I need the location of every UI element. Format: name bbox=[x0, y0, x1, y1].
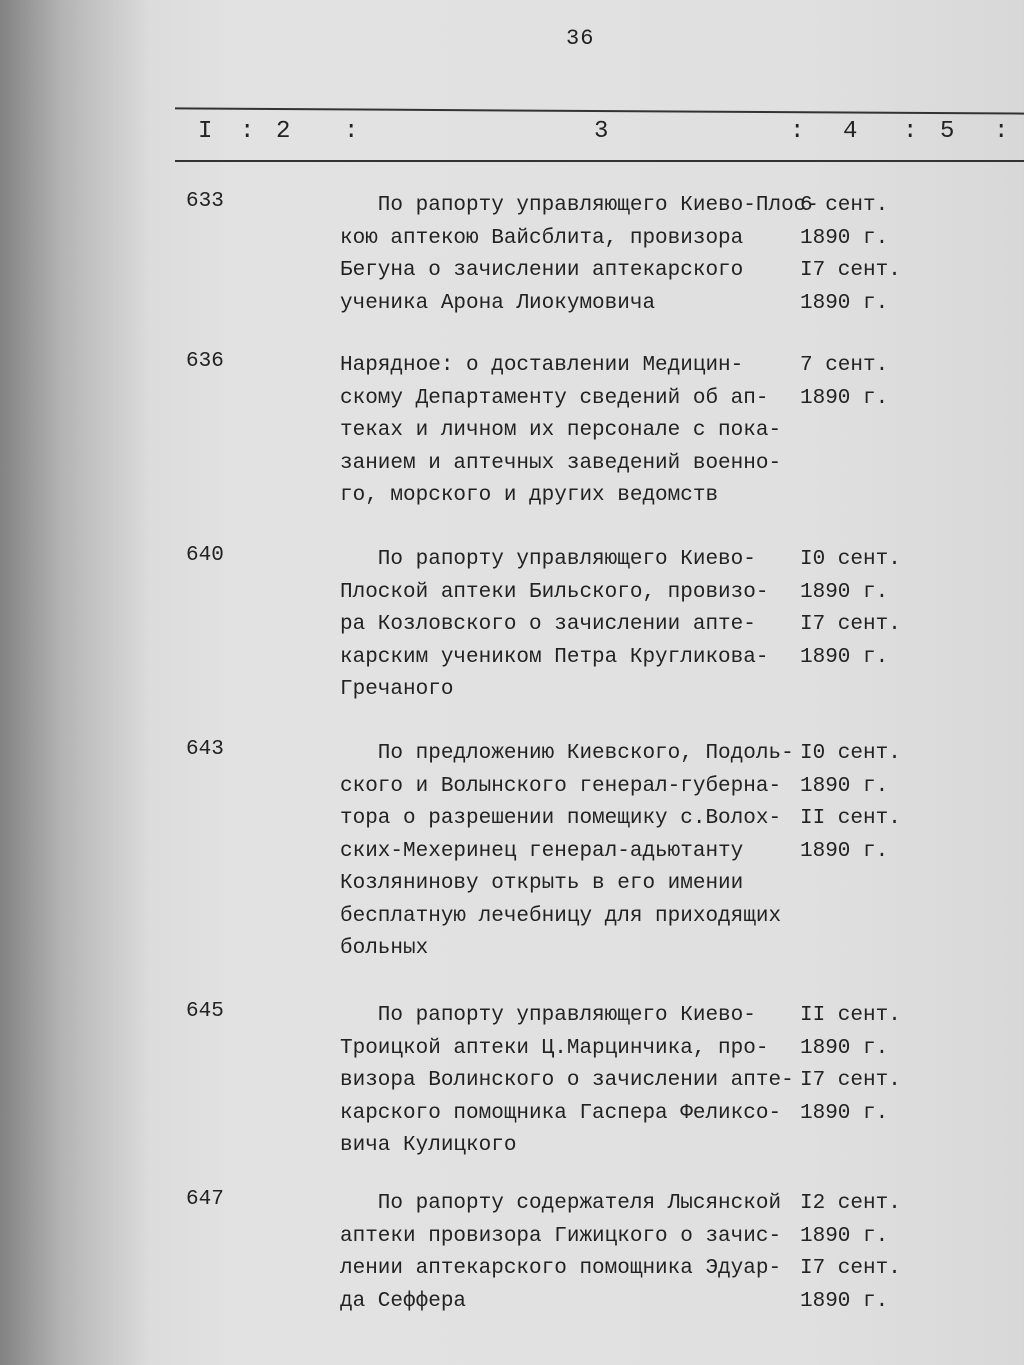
entry-description-line: аптеки провизора Гижицкого о зачис- bbox=[340, 1224, 782, 1248]
entry-date: I7 сент. bbox=[800, 1069, 901, 1092]
page-gutter-shadow bbox=[0, 0, 150, 1365]
header-col-5: 5 bbox=[940, 118, 955, 145]
entry-number: 633 bbox=[186, 190, 224, 213]
entry-date: 1890 г. bbox=[800, 386, 889, 410]
entry-description-line: вича Кулицкого bbox=[340, 1134, 517, 1157]
entry-date: II сент. bbox=[800, 1004, 901, 1027]
entry-number: 645 bbox=[186, 1000, 224, 1023]
entry-dates bbox=[800, 1000, 930, 1130]
page-number: 36 bbox=[566, 26, 595, 51]
entry-date: 1890 г. bbox=[800, 1036, 889, 1060]
entry-date: I7 сент. bbox=[800, 259, 901, 282]
entry-description-line: бесплатную лечебницу для приходящих bbox=[340, 904, 782, 928]
entry-description-line: По рапорту управляющего Киево-Плос- bbox=[340, 194, 819, 217]
entry-date: 1890 г. bbox=[800, 291, 889, 315]
entry-description-line: ского и Волынского генерал-губерна- bbox=[340, 774, 782, 798]
entry-number: 647 bbox=[186, 1188, 224, 1211]
entry-dates bbox=[800, 544, 930, 674]
entry-description-line: занием и аптечных заведений военно- bbox=[340, 451, 782, 475]
entry-date: 1890 г. bbox=[800, 774, 889, 798]
entry-description bbox=[340, 1188, 810, 1318]
entry-description-line: да Сеффера bbox=[340, 1289, 467, 1313]
entry-description bbox=[340, 350, 810, 513]
entry-description bbox=[340, 738, 810, 966]
entry-description-line: визора Волинского о зачислении апте- bbox=[340, 1069, 794, 1092]
header-separator: : bbox=[903, 118, 918, 145]
entry-date: 1890 г. bbox=[800, 839, 889, 863]
entry-date: 7 сент. bbox=[800, 354, 889, 377]
entry-description-line: По рапорту содержателя Лысянской bbox=[340, 1192, 782, 1215]
entry-description-line: По рапорту управляющего Киево- bbox=[340, 548, 756, 571]
entry-description-line: ученика Арона Лиокумовича bbox=[340, 291, 656, 315]
header-col-1: I bbox=[198, 118, 213, 145]
header-top-rule bbox=[175, 107, 1024, 114]
entry-date: I7 сент. bbox=[800, 1257, 901, 1280]
entry-date: I7 сент. bbox=[800, 613, 901, 636]
header-separator: : bbox=[994, 118, 1009, 145]
entry-date: 1890 г. bbox=[800, 1224, 889, 1248]
entry-description-line: ра Козловского о зачислении апте- bbox=[340, 613, 756, 636]
entry-description-line: больных bbox=[340, 937, 429, 960]
entry-dates bbox=[800, 738, 930, 868]
entry-description-line: Нарядное: о доставлении Медицин- bbox=[340, 354, 744, 377]
entry-dates bbox=[800, 350, 930, 415]
header-col-4: 4 bbox=[843, 118, 858, 145]
entry-description-line: По рапорту управляющего Киево- bbox=[340, 1004, 756, 1027]
entry-description bbox=[340, 1000, 810, 1163]
entry-description-line: тора о разрешении помещику с.Волох- bbox=[340, 807, 782, 830]
entry-description-line: кою аптекою Вайсблита, провизора bbox=[340, 226, 744, 250]
entry-date: 1890 г. bbox=[800, 1101, 889, 1125]
entry-description bbox=[340, 544, 810, 707]
header-col-2: 2 bbox=[276, 118, 291, 145]
entry-description-line: го, морского и других ведомств bbox=[340, 484, 719, 507]
table-header bbox=[0, 118, 1024, 158]
entry-date: 1890 г. bbox=[800, 1289, 889, 1313]
entry-date: 1890 г. bbox=[800, 226, 889, 250]
entry-date: II сент. bbox=[800, 807, 901, 830]
header-bottom-rule bbox=[175, 160, 1024, 162]
entry-description bbox=[340, 190, 819, 320]
header-separator: : bbox=[344, 118, 359, 145]
entry-number: 643 bbox=[186, 738, 224, 761]
entry-number: 640 bbox=[186, 544, 224, 567]
entry-description-line: карским учеником Петра Кругликова- bbox=[340, 645, 769, 669]
entry-date: I0 сент. bbox=[800, 742, 901, 765]
entry-date: 6 сент. bbox=[800, 194, 889, 217]
entry-description-line: теках и личном их персонале с пока- bbox=[340, 419, 782, 442]
entry-description-line: Гречаного bbox=[340, 678, 454, 701]
entry-description-line: По предложению Киевского, Подоль- bbox=[340, 742, 794, 765]
entry-description-line: Козлянинову открыть в его имении bbox=[340, 872, 744, 895]
header-separator: : bbox=[790, 118, 805, 145]
entry-date: I0 сент. bbox=[800, 548, 901, 571]
entry-description-line: Бегуна о зачислении аптекарского bbox=[340, 259, 744, 282]
entry-description-line: Троицкой аптеки Ц.Марцинчика, про- bbox=[340, 1036, 769, 1060]
entry-date: I2 сент. bbox=[800, 1192, 901, 1215]
entry-date: 1890 г. bbox=[800, 645, 889, 669]
entry-description-line: Плоской аптеки Бильского, провизо- bbox=[340, 580, 769, 604]
entry-number: 636 bbox=[186, 350, 224, 373]
entry-description-line: скому Департаменту сведений об ап- bbox=[340, 386, 769, 410]
entry-date: 1890 г. bbox=[800, 580, 889, 604]
entry-dates bbox=[800, 190, 930, 320]
entry-description-line: карского помощника Гаспера Феликсо- bbox=[340, 1101, 782, 1125]
header-separator: : bbox=[240, 118, 255, 145]
entry-description-line: лении аптекарского помощника Эдуар- bbox=[340, 1257, 782, 1280]
entry-dates bbox=[800, 1188, 930, 1318]
header-col-3: 3 bbox=[594, 118, 609, 145]
entry-description-line: ских-Мехеринец генерал-адьютанту bbox=[340, 839, 744, 863]
